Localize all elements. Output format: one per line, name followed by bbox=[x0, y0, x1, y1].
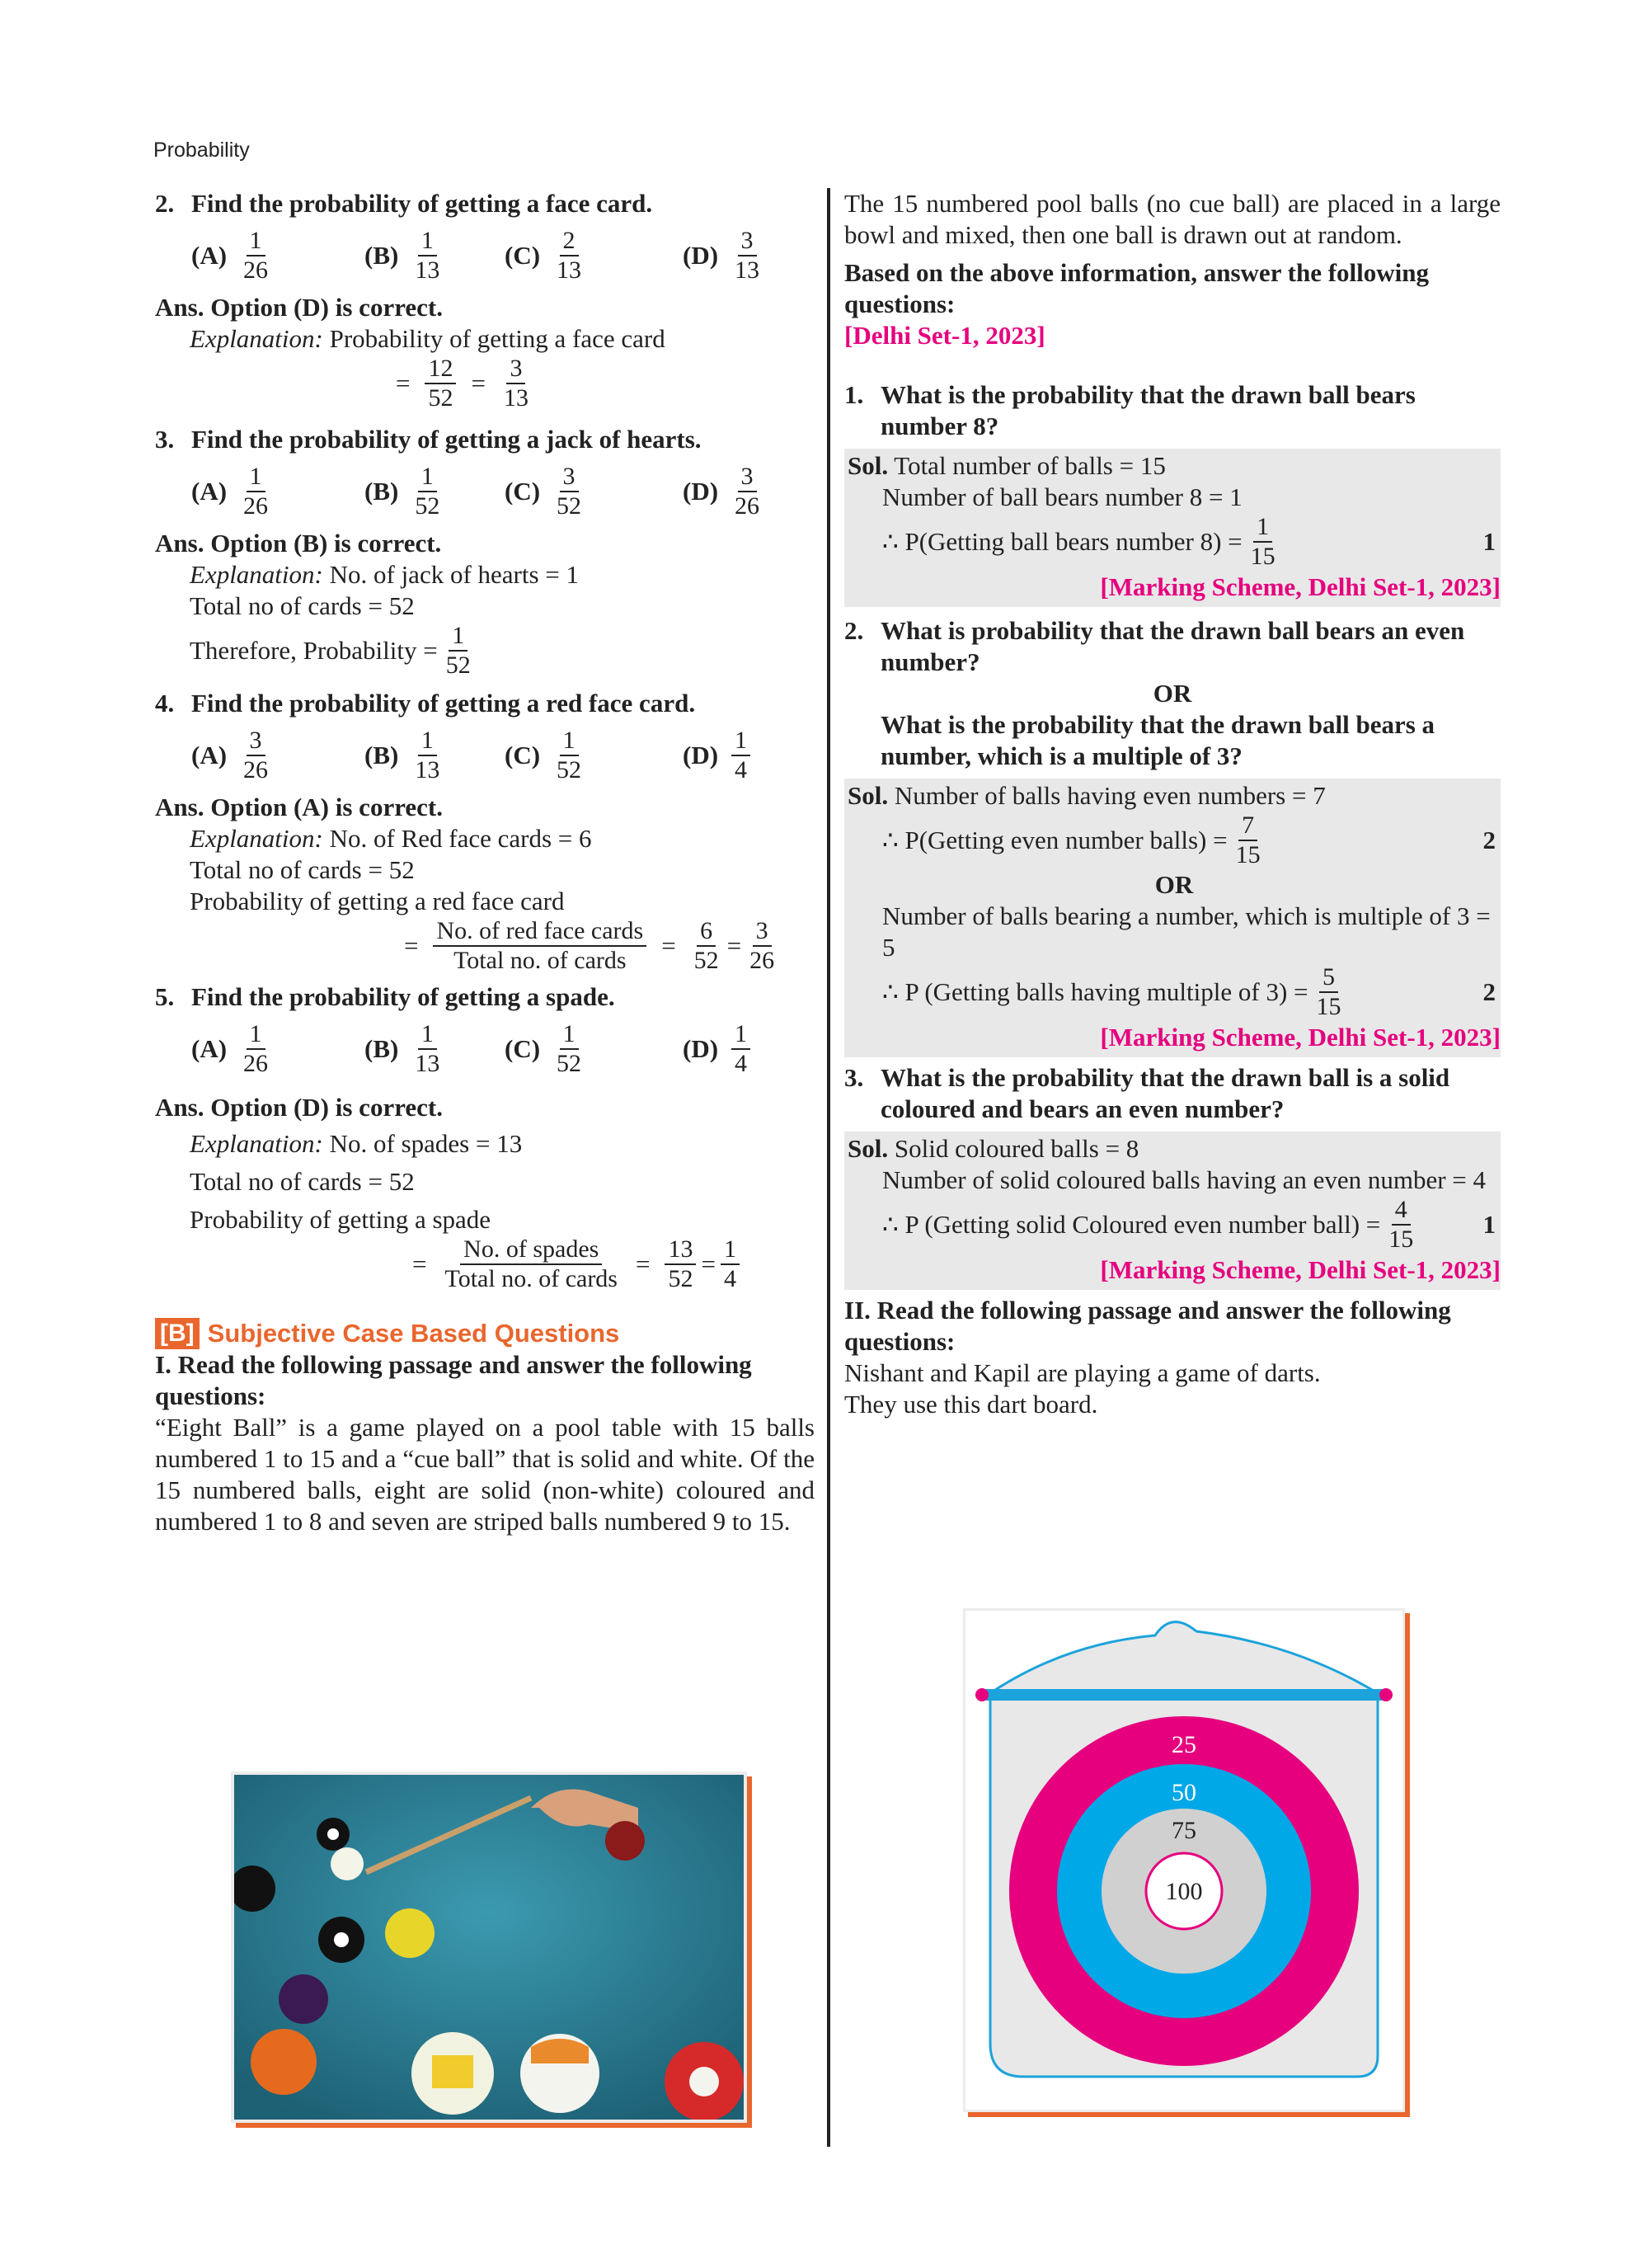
options-q2 bbox=[155, 219, 815, 292]
based-on-info: Based on the above information, answer the following questions: [Delhi Set-1, 2023] bbox=[844, 258, 1430, 350]
option-d: (D) $\frac{3}{13}$ bbox=[683, 227, 760, 284]
marking-scheme: [Marking Scheme, Delhi Set-1, 2023] bbox=[1100, 1023, 1501, 1052]
equation-q5: = $\frac{\text{No. of spades}}{\text{Total no. of cards}}$ = $\frac{13}{52}$ = $\frac{1}{4}$ bbox=[155, 1235, 815, 1293]
answer-q4: Ans. Option (A) is correct. bbox=[155, 793, 443, 821]
explanation-q5: Explanation: No. of spades = 13 bbox=[190, 1129, 523, 1158]
section-title: Subjective Case Based Questions bbox=[207, 1319, 620, 1348]
dartboard-illustration bbox=[965, 1611, 1402, 2110]
equation-q4: = $\frac{\text{No. of red face cards}}{\text{Total no. of cards}}$ = $\frac{6}{52}$ = $\frac{3}{26}$ bbox=[404, 917, 775, 974]
explanation-q3: Explanation: No. of jack of hearts = 1 bbox=[190, 560, 580, 589]
option-a: (A) $\frac{3}{26}$ bbox=[191, 727, 269, 783]
solution-3: Sol. Solid coloured balls = 8 Number of solid coloured balls having an even number = 4 ∴ P (Getting solid Coloured even number ball) = $\frac{4}{15}$ 1 [Marking Scheme, Delhi Set-1, 2023] bbox=[844, 1132, 1501, 1290]
options-q4 bbox=[155, 719, 815, 792]
option-a: (A) $\frac{1}{26}$ bbox=[191, 227, 269, 284]
case-question-1: 1. What is the probability that the drawn ball bears number 8? bbox=[844, 380, 1416, 440]
running-header: Probability bbox=[153, 139, 250, 162]
explanation-q4: Explanation: No. of Red face cards = 6 bbox=[190, 824, 592, 853]
explanation-q3-line2: Total no of cards = 52 bbox=[190, 591, 415, 620]
answer-q2: Ans. Option (D) is correct. bbox=[155, 293, 443, 322]
answer-q3: Ans. Option (B) is correct. bbox=[155, 529, 442, 558]
question-5: 5. Find the probability of getting a spade. bbox=[155, 982, 615, 1011]
pool-balls-photo bbox=[231, 1772, 747, 2123]
explanation-q3-line3: Therefore, Probability = $\frac{1}{52}$ bbox=[190, 622, 471, 679]
ring-label-50: 50 bbox=[1172, 1779, 1196, 1806]
option-c: (C) $\frac{2}{13}$ bbox=[505, 227, 582, 284]
case-question-2-alt: What is the probability that the drawn ball bears a number, which is a multiple of 3? bbox=[881, 710, 1435, 770]
option-d: (D) $\frac{1}{4}$ bbox=[683, 719, 755, 792]
options-q5 bbox=[155, 1013, 815, 1085]
solution-1: Sol. Total number of balls = 15 Number of ball bears number 8 = 1 ∴ P(Getting ball bears number 8) = $\frac{1}{15}$ 1 [Marking Scheme, Delhi Set-1, 2023] bbox=[844, 449, 1501, 607]
explanation-q5-line3: Probability of getting a spade bbox=[190, 1205, 491, 1234]
option-c: (C) $\frac{1}{52}$ bbox=[505, 727, 582, 783]
part-ii-heading: II. Read the following passage and answer the following questions: bbox=[844, 1296, 1451, 1356]
option-c: (C) $\frac{3}{52}$ bbox=[505, 463, 582, 520]
option-b: (B) $\frac{1}{13}$ bbox=[364, 227, 440, 284]
options-q3 bbox=[155, 455, 815, 528]
explanation-q5-line2: Total no of cards = 52 bbox=[190, 1167, 415, 1196]
ring-label-100: 100 bbox=[1165, 1878, 1203, 1905]
marking-scheme: [Marking Scheme, Delhi Set-1, 2023] bbox=[1100, 572, 1501, 601]
option-b: (B) $\frac{1}{52}$ bbox=[364, 463, 440, 520]
answer-q5: Ans. Option (D) is correct. bbox=[155, 1093, 443, 1122]
part-ii-line2: They use this dart board. bbox=[844, 1390, 1098, 1419]
left-column bbox=[155, 188, 815, 1537]
option-a: (A) $\frac{1}{26}$ bbox=[191, 463, 269, 520]
option-a: (A) $\frac{1}{26}$ bbox=[191, 1020, 269, 1077]
option-b: (B) $\frac{1}{13}$ bbox=[364, 1020, 440, 1077]
ring-label-75: 75 bbox=[1172, 1817, 1196, 1844]
option-d: (D) $\frac{1}{4}$ bbox=[683, 1013, 755, 1085]
option-c: (C) $\frac{1}{52}$ bbox=[505, 1020, 582, 1077]
explanation-q4-line2: Total no of cards = 52 bbox=[190, 855, 415, 884]
section-label: [B] bbox=[155, 1318, 200, 1349]
question-3: 3. Find the probability of getting a jack of hearts. bbox=[155, 425, 702, 454]
column-divider bbox=[827, 188, 830, 2147]
dartboard-figure bbox=[963, 1608, 1405, 2112]
solution-2: Sol. Number of balls having even numbers = 7 ∴ P(Getting even number balls) = $\frac{7}{15}$ 2 OR Number of balls bearing a number, which is multiple of 3 = 5 ∴ P (Getting balls having multiple of 3) = $\frac{5}{15}$ 2 [Marking Scheme, Delhi Set-1, 2023] bbox=[844, 779, 1501, 1057]
question-4: 4. Find the probability of getting a red face card. bbox=[155, 689, 696, 718]
part-ii-line1: Nishant and Kapil are playing a game of darts. bbox=[844, 1358, 1321, 1387]
ring-label-25: 25 bbox=[1172, 1731, 1196, 1758]
equation-q2: = $\frac{12}{52}$ = $\frac{3}{13}$ bbox=[396, 355, 529, 412]
or-label: OR bbox=[1153, 679, 1192, 708]
marking-scheme: [Marking Scheme, Delhi Set-1, 2023] bbox=[1100, 1255, 1501, 1284]
case-question-3: 3. What is the probability that the drawn ball is a solid coloured and bears an even number? bbox=[844, 1063, 1450, 1123]
case-question-2: 2. What is probability that the drawn ball bears an even number? bbox=[844, 616, 1465, 676]
explanation-q4-line3: Probability of getting a red face card bbox=[190, 887, 565, 915]
right-column bbox=[844, 188, 1501, 1420]
section-heading bbox=[155, 1318, 815, 1349]
option-b: (B) $\frac{1}{13}$ bbox=[364, 727, 440, 783]
part-i-heading: I. Read the following passage and answer the following questions: bbox=[155, 1350, 752, 1410]
explanation-q2: Explanation: Probability of getting a face card bbox=[190, 324, 665, 353]
question-2: 2. Find the probability of getting a face card. bbox=[155, 189, 653, 218]
pool-balls-illustration bbox=[234, 1775, 744, 2120]
passage-continued: The 15 numbered pool balls (no cue ball) are placed in a large bowl and mixed, then one ball is drawn out at random. bbox=[844, 189, 1501, 249]
option-d: (D) $\frac{3}{26}$ bbox=[683, 463, 760, 520]
part-i-passage: “Eight Ball” is a game played on a pool table with 15 balls numbered 1 to 15 and a “cue ball” that is solid and white. Of the 15 numbered balls, eight are solid (non-white) coloured and numbered 1 to 8 and seven are striped balls numbered 9 to 15. bbox=[155, 1413, 815, 1536]
